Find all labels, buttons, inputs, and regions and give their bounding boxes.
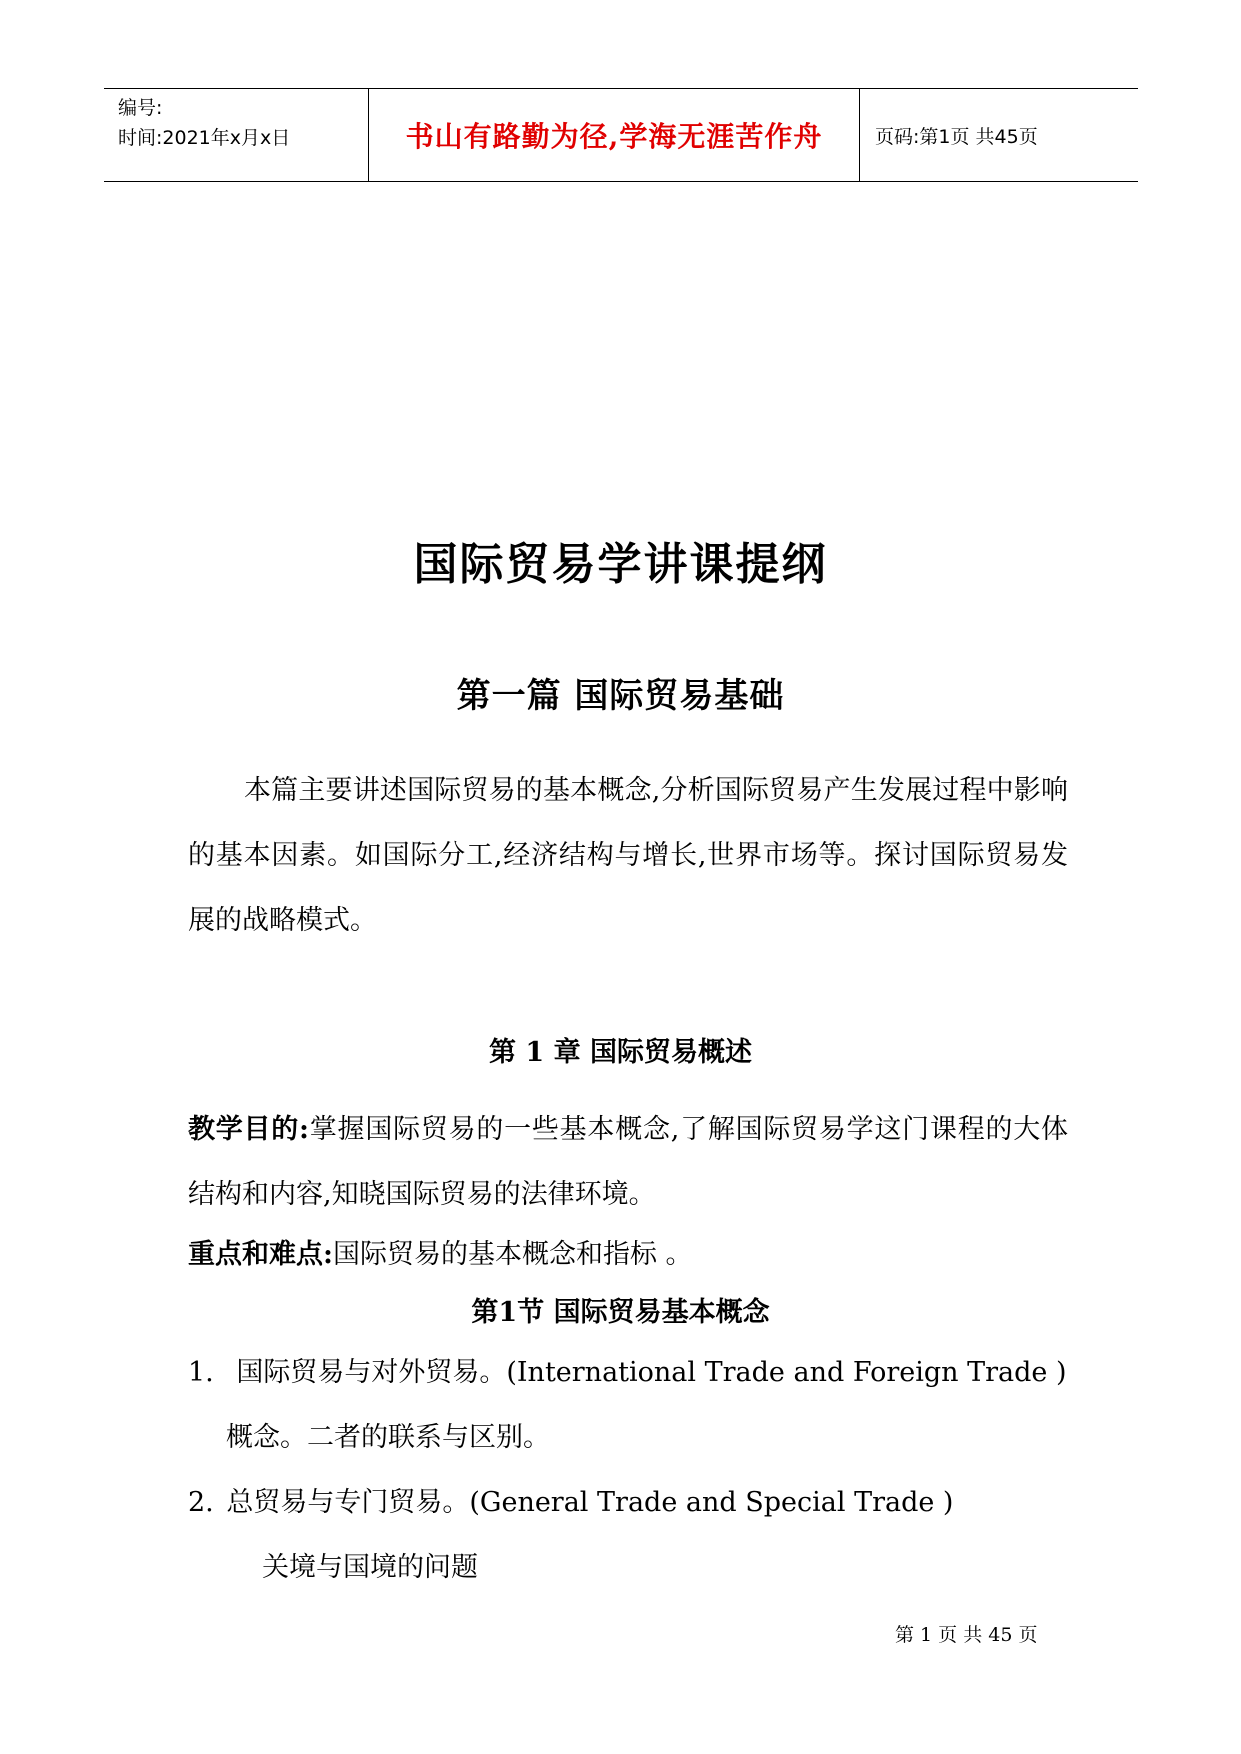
header-page-cell xyxy=(861,89,1138,181)
list-item-sub: 概念。二者的联系与区别。 xyxy=(226,1422,550,1453)
key-points xyxy=(188,1232,693,1271)
page-footer: 第 1 页 共 45 页 xyxy=(895,1624,1038,1646)
keypoints-label: 重点和难点: xyxy=(188,1239,333,1270)
part-title: 第一篇 国际贸易基础 xyxy=(456,676,785,716)
document-title: 国际贸易学讲课提纲 xyxy=(413,539,828,590)
document-number-label: 编号: xyxy=(118,97,163,119)
header-page-code: 页码:第1页 共45页 xyxy=(875,125,1038,148)
teaching-objective xyxy=(188,1097,1068,1227)
header-meta-cell xyxy=(104,89,369,181)
intro-paragraph: 本篇主要讲述国际贸易的基本概念,分析国际贸易产生发展过程中影响的基本因素。如国际分工,经济结构与增长,世界市场等。探讨国际贸易发展的战略模式。 xyxy=(188,775,1068,936)
list-item-text: 总贸易与专门贸易。(General Trade and Special Trade ) xyxy=(226,1487,954,1518)
objective-text: 掌握国际贸易的一些基本概念,了解国际贸易学这门课程的大体结构和内容,知晓国际贸易的法律环境。 xyxy=(188,1114,1068,1210)
chapter-title: 第 1 章 国际贸易概述 xyxy=(489,1037,752,1068)
header-motto: 书山有路勤为径,学海无涯苦作舟 xyxy=(405,120,823,153)
keypoints-text: 国际贸易的基本概念和指标 。 xyxy=(332,1239,693,1270)
list-item xyxy=(188,1480,953,1519)
list-item xyxy=(188,1350,1067,1389)
list-item-number: 1. xyxy=(188,1357,214,1388)
page-header xyxy=(104,88,1138,182)
objective-label: 教学目的: xyxy=(188,1114,310,1145)
document-date-label: 时间:2021年x月x日 xyxy=(118,127,291,149)
header-motto-cell xyxy=(369,89,860,181)
list-item-number: 2. xyxy=(188,1487,214,1518)
list-item-text: 国际贸易与对外贸易。(International Trade and Foreign Trade ) xyxy=(236,1357,1067,1388)
list-item-sub: 关境与国境的问题 xyxy=(262,1552,478,1583)
section-title: 第1节 国际贸易基本概念 xyxy=(471,1297,770,1328)
